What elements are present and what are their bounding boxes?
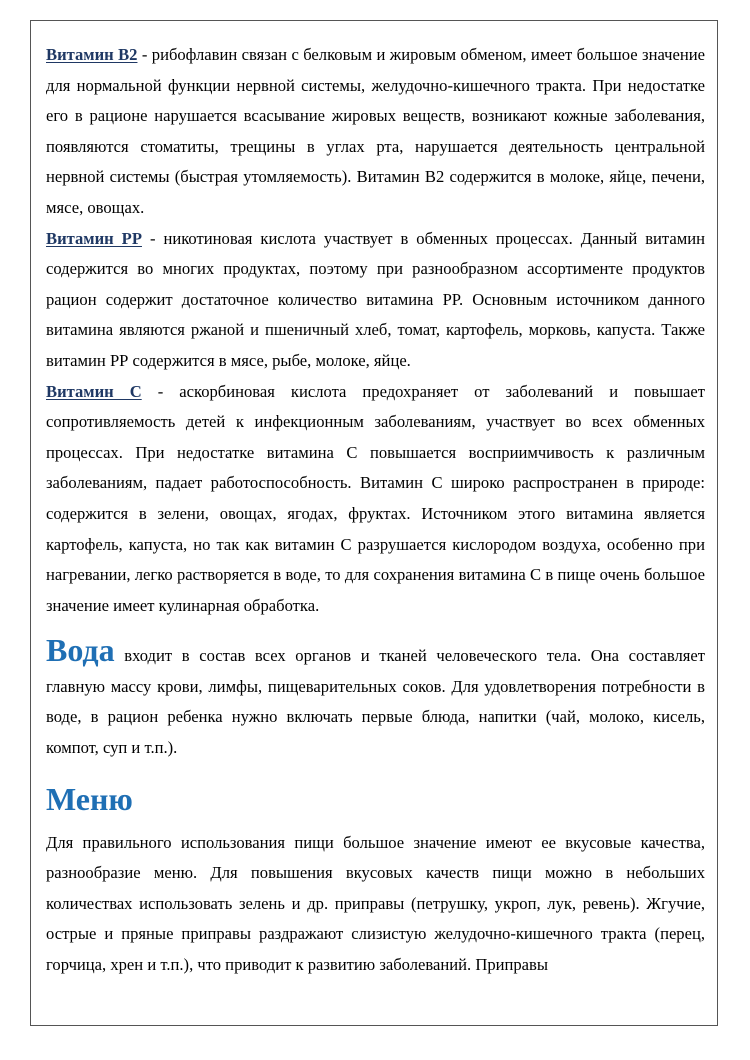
vitamin-b2-paragraph: [46, 40, 705, 224]
vitamin-c-text: - аскорбиновая кислота предохраняет от заболеваний и повышает сопротивляемость детей к инфекционным заболеваниям, участвует во всех обменных процессах. При недостатке витамина С повышается восприимчивость к различным заболеваниям, падает работоспособность. Витамин С широко распространен в природе: содержится в зелени, овощах, ягодах, фруктах. Источником этого витамина является картофель, капуста, но так как витамин С разрушается кислородом воздуха, особенно при нагревании, легко растворяется в воде, то для сохранения витамина С в пище очень большое значение имеет кулинарная обработка.: [46, 381, 705, 615]
vitamin-c-paragraph: [46, 377, 705, 622]
vitamin-c-term: Витамин С: [46, 381, 142, 401]
vitamin-pp-text: - никотиновая кислота участвует в обменных процессах. Данный витамин содержится во многих продуктах, поэтому при разнообразном ассортименте продуктов рацион содержит достаточное количество витамина РР. Основным источником данного витамина являются ржаной и пшеничный хлеб, томат, картофель, морковь, капуста. Также витамин РР содержится в мясе, рыбе, молоке, яйце.: [46, 228, 706, 370]
water-title: Вода: [46, 632, 115, 669]
vitamin-b2-term: Витамин В2: [46, 45, 138, 64]
water-paragraph: [46, 632, 705, 763]
vitamin-b2-text: - рибофлавин связан с белковым и жировым обменом, имеет большое значение для нормальной функции нервной системы, желудочно-кишечного тракта. При недостатке его в рационе нарушается всасывание жировых веществ, возникают кожные заболевания, появляются стоматиты, трещины в углах рта, нарушается деятельность центральной нервной системы (быстрая утомляемость). Витамин В2 содержится в молоке, яйце, печени, мясе, овощах.: [46, 45, 705, 217]
vitamin-pp-term: Витамин РР: [46, 228, 142, 248]
document-content: [46, 40, 705, 981]
vitamin-pp-paragraph: [46, 224, 705, 377]
water-text: входит в состав всех органов и тканей человеческого тела. Она составляет главную массу крови, лимфы, пищеварительных соков. Для удовлетворения потребности в воде, в рацион ребенка нужно включать первые блюда, напитки (чай, молоко, кисель, компот, суп и т.п.).: [46, 646, 705, 758]
menu-title: Меню: [46, 780, 133, 817]
menu-paragraph: Для правильного использования пищи большое значение имеют ее вкусовые качества, разнообразие меню. Для повышения вкусовых качеств пищи можно в небольших количествах использовать зелень и др. приправы (петрушку, укроп, лук, ревень). Жгучие, острые и пряные приправы раздражают слизистую желудочно-кишечного тракта (перец, горчица, хрен и т.п.), что приводит к развитию заболеваний. Приправы: [46, 832, 705, 975]
